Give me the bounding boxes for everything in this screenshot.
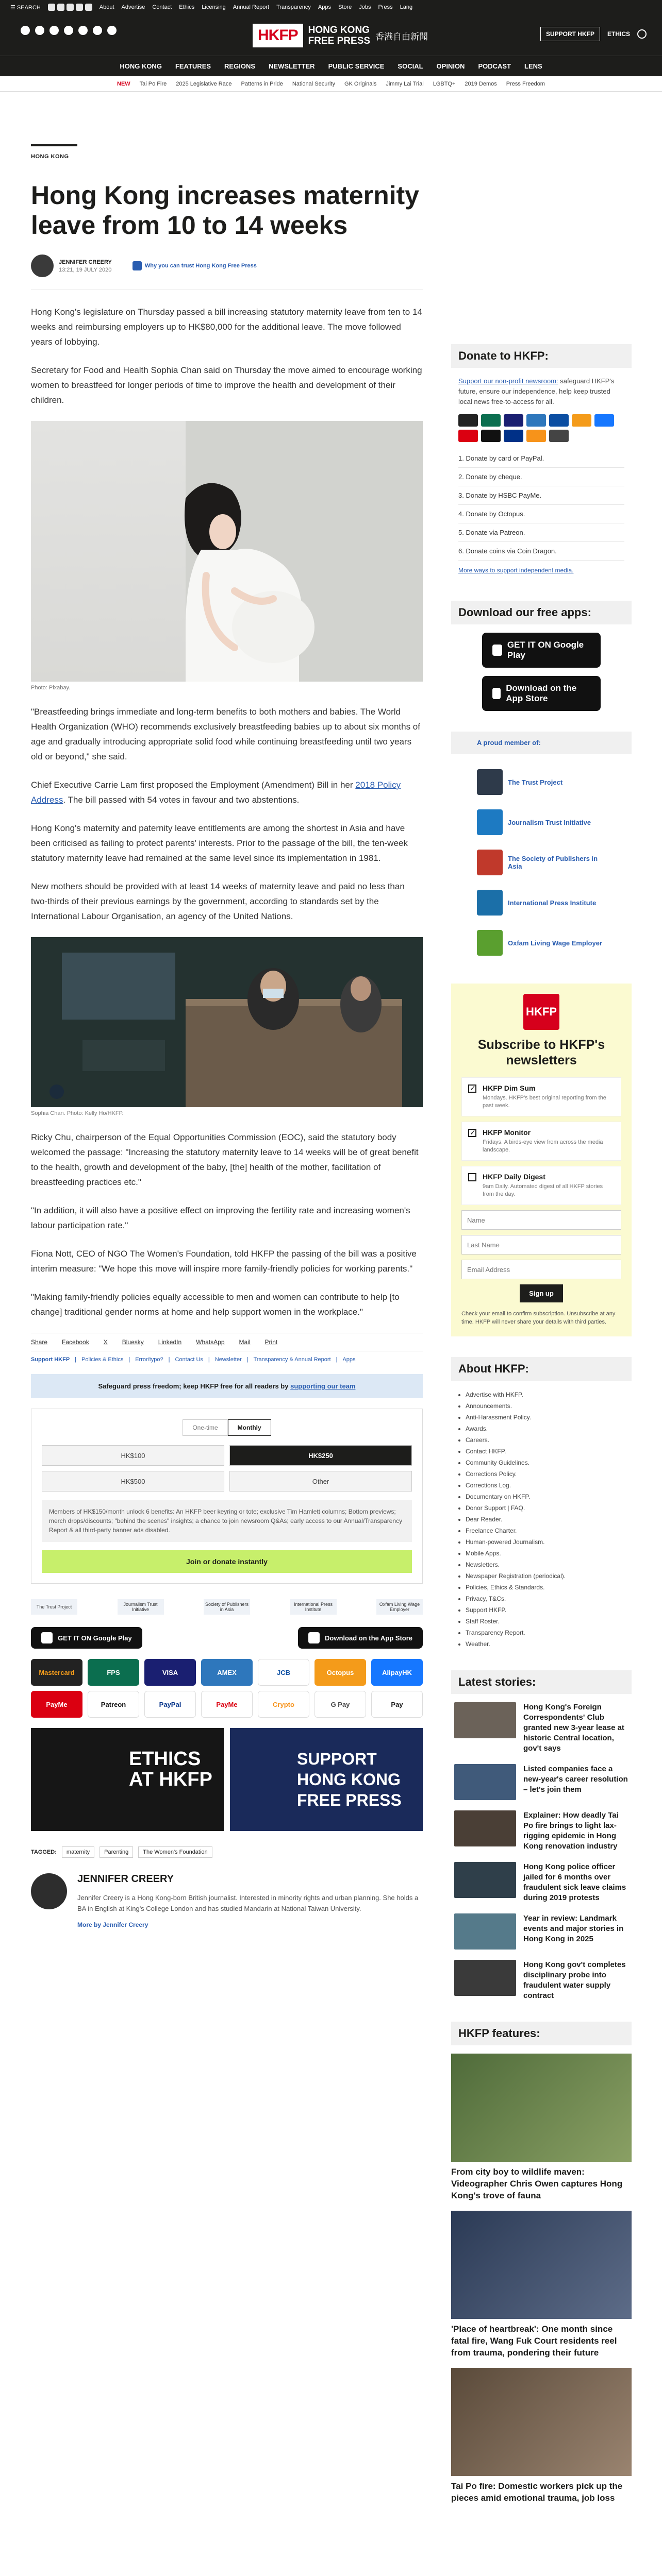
facebook-icon[interactable] [35, 26, 44, 35]
about-link[interactable]: • Corrections Log. [466, 1480, 624, 1491]
section-heading: Download our free apps: [451, 601, 632, 624]
donate-methods [451, 449, 632, 561]
about-link[interactable]: • Contact HKFP. [466, 1446, 624, 1457]
sopa-icon [477, 850, 503, 875]
trust-icon [133, 261, 142, 270]
nonprofit-link[interactable]: Support our non-profit newsroom: [458, 377, 558, 385]
logo-line2: FREE PRESS [308, 36, 371, 46]
membership-logo[interactable] [451, 802, 632, 842]
search-icon[interactable] [637, 29, 647, 39]
feature-title: From city boy to wildlife maven: Videographer Chris Owen captures Hong Kong's trove of fauna [451, 2167, 623, 2200]
visa-icon [504, 414, 523, 427]
logo-mark: HKFP [253, 24, 303, 47]
utility-bar [0, 0, 662, 14]
google-play-icon [41, 1632, 53, 1643]
byline [31, 255, 423, 290]
latest-thumbnail [454, 1810, 516, 1846]
article [31, 144, 423, 1939]
twitter-icon[interactable] [21, 26, 30, 35]
latest-title: Explainer: How deadly Tai Po fire brings to light lax-rigging epidemic in Hong Kong renovation industry [523, 1811, 619, 1851]
feature-image [451, 2368, 632, 2476]
social-icons [21, 26, 117, 35]
about-link[interactable]: • Freelance Charter. [466, 1525, 624, 1536]
jcb-icon [549, 414, 569, 427]
latest-title: Hong Kong gov't completes disciplinary probe into fraudulent water supply contract [523, 1960, 626, 2000]
newsletter-heading: Subscribe to HKFP's newsletters [477, 1038, 605, 1067]
memberships-section [451, 732, 632, 963]
newsletter-desc: Fridays. A birds-eye view from across the media landscape. [483, 1139, 603, 1153]
more-by-author-link[interactable]: More by Jennifer Creery [77, 1921, 148, 1928]
ipi-icon [477, 890, 503, 916]
crypto-icon [526, 430, 546, 442]
monthly-tab[interactable]: Monthly [228, 1419, 271, 1436]
logo-line1: HONG KONG [308, 25, 370, 36]
patreon-icon[interactable]: Patreon [88, 1691, 139, 1718]
fps-icon[interactable]: FPS [88, 1659, 139, 1686]
nav-item[interactable]: REGIONS [224, 62, 256, 70]
banner-title: ETHICS AT HKFP [129, 1748, 212, 1790]
feature-title: 'Place of heartbreak': One month since fatal fire, Wang Fuk Court residents reel from trauma, pondering their future [451, 2324, 617, 2358]
one-time-tab[interactable]: One-time [183, 1419, 227, 1436]
donate-button[interactable]: Join or donate instantly [42, 1550, 412, 1573]
apple-pay-icon[interactable]: Pay [371, 1691, 423, 1718]
social-icons-top [48, 4, 92, 11]
safeguard-text: Safeguard press freedom; keep HKFP free for all readers by [98, 1382, 289, 1390]
trending-link[interactable]: Patterns in Pride [241, 80, 283, 87]
about-link[interactable]: • Corrections Policy. [466, 1468, 624, 1480]
logo-chinese: 香港自由新聞 [375, 31, 428, 42]
search-link[interactable]: ☰ SEARCH [10, 4, 41, 11]
paragraph: New mothers should be provided with at least 14 weeks of maternity leave and paid no less than two-thirds of their previous earnings by the government, according to standards set by the International Labour Organisation, an agency of the United Nations. [31, 882, 405, 921]
paragraph: "Making family-friendly policies equally accessible to men and women can contribute to help [to change] traditional gender norms at home and help support women in the workplace." [31, 1292, 400, 1317]
youtube-icon[interactable] [78, 26, 88, 35]
paragraph-text: Chief Executive Carrie Lam first proposed the Employment (Amendment) Bill in her [31, 780, 353, 790]
topbar-link[interactable]: Store [338, 4, 352, 10]
about-link[interactable]: • Support HKFP. [466, 1604, 624, 1616]
nav-item[interactable]: FEATURES [175, 62, 211, 70]
membership-label: International Press Institute [508, 899, 597, 907]
latest-title: Listed companies face a new-year's career resolution – let's join them [523, 1765, 628, 1794]
latest-list [451, 1702, 632, 2001]
alipay-icon[interactable]: AlipayHK [371, 1659, 423, 1686]
jcb-icon[interactable]: JCB [258, 1659, 309, 1686]
membership-label: Oxfam Living Wage Employer [508, 939, 603, 947]
author-avatar[interactable] [31, 255, 54, 277]
newsletter-desc: Mondays. HKFP's best original reporting from the past week. [483, 1095, 606, 1109]
topbar-link[interactable]: Ethics [179, 4, 195, 10]
payment-methods [31, 1659, 423, 1718]
latest-title: Hong Kong's Foreign Correspondents' Club granted new 3-year lease at historic Central location, gov't says [523, 1703, 624, 1753]
share-x[interactable]: X [103, 1338, 108, 1346]
promo-banners [31, 1728, 423, 1831]
paragraph: Hong Kong's legislature on Thursday passed a bill increasing statutory maternity leave from ten to 14 weeks and reimbursing employers up to HK$80,000 for the additional leave. The move followed years of lobbying. [31, 307, 422, 347]
feature-title: Tai Po fire: Domestic workers pick up the pieces amid emotional trauma, job loss [451, 2481, 623, 2503]
logo-text [308, 25, 370, 46]
membership-label: The Society of Publishers in Asia [508, 855, 598, 870]
trending-link[interactable]: 2019 Demos [465, 80, 497, 87]
nav-item[interactable]: LENS [524, 62, 542, 70]
paragraph: Ricky Chu, chairperson of the Equal Opportunities Commission (EOC), said the statutory body welcomed the passage: "Increasing the statutory maternity leave to 14 weeks will be of great benefit to the health, growth and development of the baby, [the] health of the mother, facilitation of breastfeeding practices etc." [31, 1132, 419, 1187]
topbar-link[interactable]: Transparency [276, 4, 311, 10]
donate-method[interactable]: 6. Donate coins via Coin Dragon. [458, 542, 624, 561]
latest-thumbnail [454, 1702, 516, 1738]
newsletter-signup [451, 984, 632, 1336]
share-bluesky[interactable]: Bluesky [122, 1338, 144, 1346]
frequency-toggle [42, 1419, 412, 1436]
store-label: GET IT ON Google Play [58, 1634, 132, 1642]
tags-label: TAGGED: [31, 1849, 57, 1855]
trending-link[interactable]: Jimmy Lai Trial [386, 80, 424, 87]
trending-link[interactable]: Tai Po Fire [139, 80, 167, 87]
share-print[interactable]: Print [264, 1338, 278, 1346]
donate-method[interactable]: 1. Donate by card or PayPal. [458, 449, 624, 468]
masthead-actions [540, 27, 647, 41]
trust-project-icon [477, 769, 503, 795]
footer-link[interactable]: Newsletter [214, 1357, 242, 1363]
about-link[interactable]: • Announcements. [466, 1400, 624, 1412]
about-link[interactable]: • Policies, Ethics & Standards. [466, 1582, 624, 1593]
footer-link[interactable]: Error/typo? [135, 1357, 163, 1363]
checkbox-checked[interactable] [468, 1084, 476, 1093]
pregnant-woman-photo [31, 421, 423, 682]
feature-image [451, 2054, 632, 2162]
topbar-link[interactable]: Apps [318, 4, 331, 10]
donate-widget [31, 1409, 423, 1584]
twitter-icon[interactable] [48, 4, 55, 11]
mastercard-icon[interactable]: Mastercard [31, 1659, 82, 1686]
amount-options [42, 1445, 412, 1492]
amex-icon [526, 414, 546, 427]
instagram-icon[interactable] [49, 26, 59, 35]
trust-link[interactable] [133, 261, 257, 270]
feature-item[interactable] [451, 2368, 632, 2504]
app-store-button[interactable] [482, 676, 601, 711]
newsletter-title: HKFP Monitor [483, 1128, 531, 1137]
byline-text [59, 259, 112, 273]
paragraph [31, 777, 423, 807]
article-footer-links: Support HKFP | Policies & Ethics | Error/typo? | Contact Us | Newsletter | Transparency & Annual Report | Apps [31, 1357, 356, 1363]
trending-link[interactable]: Press Freedom [506, 80, 545, 87]
main-nav [0, 56, 662, 76]
checkbox[interactable] [468, 1173, 476, 1181]
google-pay-icon[interactable]: G Pay [315, 1691, 366, 1718]
amount-option-other[interactable]: Other [229, 1471, 412, 1492]
membership-logo[interactable] [451, 883, 632, 923]
trust-label: Why you can trust Hong Kong Free Press [144, 263, 257, 269]
nav-item[interactable]: HONG KONG [120, 62, 162, 70]
last-name-field[interactable] [461, 1235, 621, 1255]
trending-link[interactable]: National Security [292, 80, 335, 87]
crypto-icon[interactable]: Crypto [258, 1691, 309, 1718]
card-icons [451, 407, 632, 449]
newsletter-title: HKFP Dim Sum [483, 1084, 536, 1092]
paypal-icon [504, 430, 523, 442]
about-link[interactable]: • Staff Roster. [466, 1616, 624, 1627]
paragraph: Hong Kong's maternity and paternity leave entitlements are among the shortest in Asia and have been criticised as failing to protect parents' interests. Prior to the passage of the bill, the ten-week statutory maternity leave had remained at the same level since its implementation in 1981. [31, 823, 408, 863]
payme-icon [458, 430, 478, 442]
donate-method[interactable]: 5. Donate via Patreon. [458, 523, 624, 542]
newsletter-option[interactable] [461, 1166, 621, 1205]
footer-link[interactable]: Transparency & Annual Report [253, 1357, 331, 1363]
paragraph: Fiona Nott, CEO of NGO The Women's Foundation, told HKFP the passing of the bill was a positive interim measure: "We hope this move will inspire more family-friendly policies for working parents." [31, 1249, 417, 1274]
latest-title: Hong Kong police officer jailed for 6 months over fraudulent sick leave claims during 2019 protests [523, 1862, 626, 1902]
section-heading: About HKFP: [451, 1357, 632, 1381]
google-play-button[interactable] [31, 1627, 142, 1649]
youtube-icon[interactable] [76, 4, 83, 11]
newsletter-option[interactable] [461, 1077, 621, 1116]
share-label: Share [31, 1338, 48, 1346]
newsletter-title: HKFP Daily Digest [483, 1173, 545, 1181]
latest-section [451, 1670, 632, 2001]
about-link[interactable]: • Privacy, T&Cs. [466, 1593, 624, 1604]
nav-item[interactable]: NEWSLETTER [269, 62, 315, 70]
octopus-icon [572, 414, 591, 427]
trending-label: NEW [117, 80, 130, 87]
telegram-icon[interactable] [107, 26, 117, 35]
about-link[interactable]: • Donor Support | FAQ. [466, 1502, 624, 1514]
latest-thumbnail [454, 1913, 516, 1950]
tag[interactable]: The Women's Foundation [138, 1846, 212, 1858]
share-linkedin[interactable]: LinkedIn [158, 1338, 182, 1346]
topbar-link[interactable]: About [99, 4, 114, 10]
about-link[interactable]: • Weather. [466, 1638, 624, 1650]
tag[interactable]: maternity [62, 1846, 94, 1858]
search-label: SEARCH [16, 4, 41, 11]
fps-icon [481, 414, 501, 427]
latest-item[interactable] [454, 1960, 628, 2001]
about-link[interactable]: • Newsletters. [466, 1559, 624, 1570]
topbar-link[interactable]: Annual Report [233, 4, 270, 10]
latest-thumbnail [454, 1862, 516, 1898]
partner-logo[interactable]: Oxfam Living Wage Employer [376, 1599, 423, 1615]
article-category[interactable]: HONG KONG [31, 154, 69, 160]
newsletter-fineprint: Check your email to confirm subscription. Unsubscribe at any time. HKFP will never share your details with third parties. [461, 1311, 616, 1325]
payme-icon[interactable]: PayMe [31, 1691, 82, 1718]
patreon-icon [481, 430, 501, 442]
features-section [451, 2022, 632, 2504]
newsletter-option[interactable] [461, 1122, 621, 1161]
membership-logo[interactable] [451, 762, 632, 802]
about-link[interactable]: • Careers. [466, 1434, 624, 1446]
app-buttons [451, 633, 632, 711]
partner-logos [31, 1599, 423, 1615]
banner-title: SUPPORT HONG KONG FREE PRESS [297, 1750, 402, 1809]
latest-thumbnail [454, 1764, 516, 1800]
about-list [451, 1389, 632, 1650]
amount-option-selected[interactable]: HK$250 [229, 1445, 412, 1466]
footer-link[interactable]: Policies & Ethics [81, 1357, 124, 1363]
trending-link[interactable]: GK Originals [344, 80, 377, 87]
about-link[interactable]: • Dear Reader. [466, 1514, 624, 1525]
amex-icon[interactable]: AMEX [201, 1659, 253, 1686]
topbar-link[interactable]: Jobs [359, 4, 371, 10]
latest-item[interactable] [454, 1862, 628, 1903]
safeguard-link[interactable]: supporting our team [290, 1382, 356, 1390]
partner-logo[interactable]: Society of Publishers in Asia [204, 1599, 250, 1615]
membership-label: The Trust Project [508, 778, 563, 786]
email-icon[interactable] [93, 26, 102, 35]
amount-option[interactable]: HK$100 [42, 1445, 224, 1466]
donate-method[interactable]: 4. Donate by Octopus. [458, 505, 624, 523]
feature-item[interactable] [451, 2054, 632, 2201]
ethics-link[interactable]: ETHICS [607, 30, 630, 38]
about-link[interactable]: • Documentary on HKFP. [466, 1491, 624, 1502]
about-link[interactable]: • Community Guidelines. [466, 1457, 624, 1468]
footer-link[interactable]: Apps [342, 1357, 356, 1363]
alipay-icon [594, 414, 614, 427]
partner-logo[interactable]: The Trust Project [31, 1599, 77, 1615]
membership-logo[interactable] [451, 923, 632, 963]
latest-item[interactable] [454, 1810, 628, 1852]
author-bio: Jennifer Creery is a Hong Kong-born British journalist. Interested in minority rights and urban planning. She holds a BA in English at King's College London and has studied Mandarin at National Taiwan University. [77, 1894, 419, 1912]
author-box [31, 1873, 423, 1939]
paragraph-text: . The bill passed with 54 votes in favour and two abstentions. [63, 795, 300, 805]
policy-address-link[interactable]: 2018 Policy Address [31, 780, 401, 805]
trending-bar [0, 76, 662, 92]
tag[interactable]: Parenting [100, 1846, 133, 1858]
photo-caption: Sophia Chan. Photo: Kelly Ho/HKFP. [31, 1110, 124, 1116]
share-mail[interactable]: Mail [239, 1338, 251, 1346]
nav-item[interactable]: PODCAST [478, 62, 511, 70]
section-heading: Donate to HKFP: [451, 344, 632, 368]
masthead [0, 14, 662, 76]
legco-photo [31, 937, 423, 1107]
latest-item[interactable] [454, 1764, 628, 1800]
tags [31, 1846, 423, 1858]
author-name[interactable]: JENNIFER CREERY [59, 259, 112, 265]
latest-thumbnail [454, 1960, 516, 1996]
amount-option[interactable]: HK$500 [42, 1471, 224, 1492]
store-label: Download on the App Store [506, 683, 577, 703]
email-field[interactable] [461, 1260, 621, 1279]
about-link[interactable]: • Anti-Harassment Policy. [466, 1412, 624, 1423]
store-label: Download on the App Store [325, 1634, 412, 1642]
category-rule [31, 144, 77, 146]
signup-button[interactable]: Sign up [520, 1284, 563, 1302]
apple-icon [492, 688, 501, 699]
visa-icon[interactable]: VISA [144, 1659, 196, 1686]
membership-label: Journalism Trust Initiative [508, 818, 591, 826]
hkfp-logo: HKFP [523, 994, 559, 1030]
about-link[interactable]: • Human-powered Journalism. [466, 1536, 624, 1548]
about-link[interactable]: • Transparency Report. [466, 1627, 624, 1638]
publish-date: 13:21, 19 JULY 2020 [59, 266, 112, 273]
article-title: Hong Kong increases maternity leave from 10 to 14 weeks [31, 181, 419, 240]
topbar-link[interactable]: Licensing [202, 4, 226, 10]
about-link[interactable]: • Newspaper Registration (periodical). [466, 1570, 624, 1582]
support-banner[interactable] [230, 1728, 423, 1831]
donate-intro-text: safeguard HKFP's future, ensure our independence, help keep trusted local news free-to-access for all. [458, 377, 615, 405]
topbar-link[interactable]: Contact [152, 4, 172, 10]
app-store-button[interactable] [298, 1627, 423, 1649]
author-avatar[interactable] [31, 1873, 67, 1909]
jti-icon [477, 809, 503, 835]
about-section [451, 1357, 632, 1650]
site-logo[interactable] [253, 24, 428, 47]
footer-link[interactable]: Support HKFP [31, 1357, 70, 1363]
store-label: GET IT ON Google Play [507, 640, 584, 660]
topbar-link[interactable]: Lang [400, 4, 413, 10]
photo-illustration [31, 421, 423, 682]
sidebar [451, 344, 632, 2524]
checkbox-checked[interactable] [468, 1129, 476, 1137]
about-link[interactable]: • Awards. [466, 1423, 624, 1434]
trending-link[interactable]: 2025 Legislative Race [176, 80, 232, 87]
newsletter-desc: 9am Daily. Automated digest of all HKFP stories from the day. [483, 1183, 603, 1197]
safeguard-banner [31, 1374, 423, 1398]
name-field[interactable] [461, 1210, 621, 1230]
donate-method[interactable]: 2. Donate by cheque. [458, 468, 624, 486]
photo-caption: Photo: Pixabay. [31, 685, 71, 691]
nav-item[interactable]: PUBLIC SERVICE [328, 62, 385, 70]
partner-logo[interactable]: International Press Institute [290, 1599, 337, 1615]
paragraph: Secretary for Food and Health Sophia Chan said on Thursday the move aimed to encourage working women to breastfeed for longer periods of time to improve the health and development of their children. [31, 365, 422, 405]
about-link[interactable]: • Mobile Apps. [466, 1548, 624, 1559]
feature-image [451, 2211, 632, 2319]
membership-logo[interactable] [451, 842, 632, 883]
mastercard-icon [458, 414, 478, 427]
oxfam-icon [477, 930, 503, 956]
app-store-row [31, 1627, 423, 1649]
nav-item[interactable]: SOCIAL [398, 62, 423, 70]
ethics-banner[interactable] [31, 1728, 224, 1831]
google-play-icon [492, 645, 502, 656]
donate-method[interactable]: 3. Donate by HSBC PayMe. [458, 486, 624, 505]
apps-section [451, 601, 632, 711]
paypal-icon[interactable]: PayPal [144, 1691, 196, 1718]
google-play-button[interactable] [482, 633, 601, 668]
section-heading: HKFP features: [451, 2022, 632, 2045]
trending-link[interactable]: LGBTQ+ [433, 80, 456, 87]
more-ways-link[interactable]: More ways to support independent media. [458, 567, 574, 574]
payme-icon[interactable]: PayMe [201, 1691, 253, 1718]
topbar-link[interactable]: Press [378, 4, 393, 10]
google-pay-icon [549, 430, 569, 442]
footer-link[interactable]: Contact Us [175, 1357, 203, 1363]
threads-icon[interactable] [64, 26, 73, 35]
latest-title: Year in review: Landmark events and major stories in Hong Kong in 2025 [523, 1914, 624, 1943]
author-name[interactable]: JENNIFER CREERY [77, 1873, 174, 1885]
donate-intro [451, 376, 632, 407]
partner-logo[interactable]: Journalism Trust Initiative [118, 1599, 164, 1615]
nav-item[interactable]: OPINION [436, 62, 465, 70]
facebook-icon[interactable] [57, 4, 64, 11]
section-heading: A proud member of: [451, 732, 632, 754]
feature-item[interactable] [451, 2211, 632, 2359]
apple-icon [308, 1632, 320, 1643]
donate-section [451, 344, 632, 580]
octopus-icon[interactable]: Octopus [315, 1659, 366, 1686]
paragraph: "In addition, it will also have a positive effect on improving the fertility rate and increasing women's labour participation rate." [31, 1206, 410, 1230]
photo-illustration [31, 937, 423, 1107]
share-facebook[interactable]: Facebook [62, 1338, 89, 1346]
latest-item[interactable] [454, 1913, 628, 1950]
latest-item[interactable] [454, 1702, 628, 1754]
membership-benefits: Members of HK$150/month unlock 6 benefits: An HKFP beer keyring or tote; exclusive Tim Hamlett columns; Bottom previews; merch drops/discounts; "behind the scenes" insights; a chance to join newsroom Q&As; early access to our Annual/Transparency Report & all third-party banner ads disabled. [42, 1500, 412, 1542]
support-button[interactable]: SUPPORT HKFP [540, 27, 600, 41]
section-heading: Latest stories: [451, 1670, 632, 1694]
share-bar [31, 1333, 423, 1351]
about-link[interactable]: • Advertise with HKFP. [466, 1389, 624, 1400]
email-icon[interactable] [85, 4, 92, 11]
share-whatsapp[interactable]: WhatsApp [196, 1338, 225, 1346]
paragraph: "Breastfeeding brings immediate and long-term benefits to both mothers and babies. The World Health Organization (WHO) recommends exclusively breastfeeding babies up to about six months of age and gradually introducing appropriate solid food while continuing breastfeeding until two years old or beyond," she said. [31, 707, 420, 761]
topbar-link[interactable]: Advertise [121, 4, 145, 10]
instagram-icon[interactable] [67, 4, 74, 11]
